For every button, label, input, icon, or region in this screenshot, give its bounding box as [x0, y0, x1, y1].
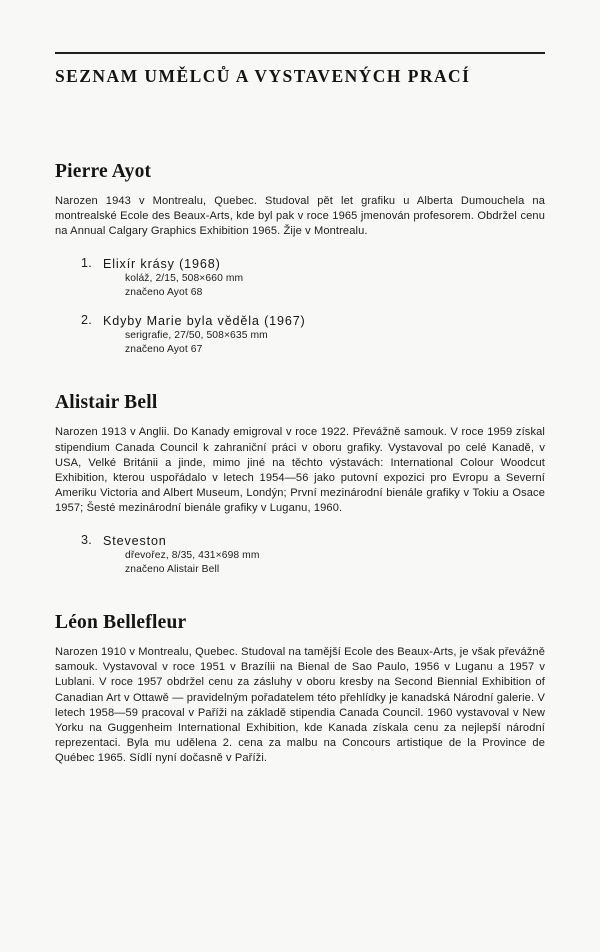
- artwork-technique: dřevořez, 8/35, 431×698 mm: [125, 549, 260, 561]
- artwork-technique: serigrafie, 27/50, 508×635 mm: [125, 330, 268, 342]
- artist-name: Alistair Bell: [55, 392, 158, 414]
- artist-name: Pierre Ayot: [55, 161, 152, 182]
- artwork-title: Elixír krásy (1968): [103, 256, 221, 271]
- artwork-number: 1.: [81, 255, 93, 270]
- artist-biography: Narozen 1910 v Montrealu, Quebec. Studoval na tamější Ecole des Beaux-Arts, je však převážně samouk. Vystavoval v roce 1951 v Brazílii na Bienal de Sao Paulo, 1956 v Luganu a 1957 v Lublani. V roce 1957 obdržel cenu za zásluhy v oboru kresby na Second Biennial Exhibition of Canadian Art v Ottawě — pravidelným pořadatelem této přehlídky je kanadská Národní galerie. V letech 1958—59 pracoval v Paříži na základě stipendia Canada Council. 1960 vystavoval v New Yorku na Guggenheim International Exhibition, kde Kanada získala cenu za nejlepší národní reprezentaci. Byla mu udělena 2. cena za malbu na Concours artistique de la Province de Québec 1965. Sídlí nyní dočasně v Paříži.: [55, 646, 545, 765]
- artwork-list: [55, 533, 545, 577]
- artist-list: [55, 161, 545, 767]
- artist-entry: [55, 612, 545, 767]
- page-title: SEZNAM UMĚLCŮ A VYSTAVENÝCH PRACÍ: [55, 66, 471, 86]
- artwork-title: Kdyby Marie byla věděla (1967): [103, 314, 306, 329]
- artwork-technique: koláž, 2/15, 508×660 mm: [125, 272, 244, 284]
- artwork-number: 2.: [81, 313, 93, 328]
- document-page: [0, 52, 600, 952]
- artwork-title: Steveston: [103, 533, 167, 548]
- artist-biography: Narozen 1943 v Montrealu, Quebec. Studoval pět let grafiku u Alberta Dumouchela na montrealské Ecole des Beaux-Arts, kde byl pak v roce 1965 jmenován profesorem. Obdržel cenu na Annual Calgary Graphics Exhibition 1965. Žije v Montrealu.: [55, 195, 545, 238]
- artwork-details: [103, 272, 545, 300]
- artwork-item: [81, 532, 545, 577]
- artwork-details: [103, 549, 545, 577]
- artist-entry: [55, 392, 545, 577]
- artwork-item: [81, 255, 545, 300]
- artwork-signature: značeno Ayot 67: [125, 344, 203, 356]
- artwork-signature: značeno Ayot 68: [125, 286, 203, 298]
- artwork-item: [81, 313, 545, 357]
- artwork-list: [55, 256, 545, 358]
- artwork-details: [103, 329, 545, 357]
- artist-name: Léon Bellefleur: [55, 612, 187, 634]
- artwork-number: 3.: [81, 532, 93, 547]
- artwork-signature: značeno Alistair Bell: [125, 563, 220, 575]
- artist-entry: [55, 161, 545, 357]
- artist-biography: Narozen 1913 v Anglii. Do Kanady emigroval v roce 1922. Převážně samouk. V roce 1959 získal stipendium Canada Council k zahraniční práci v oboru grafiky. Vystavoval po celé Kanadě, v USA, Velké Británii a jinde, mimo jiné na těchto výstavách: International Colour Woodcut Exhibition, kterou uspořádalo v letech 1954—56 jako putovní expozici pro Evropu a Severní Ameriku Victoria and Albert Museum, Londýn; První mezinárodní bienále grafiky v Tokiu a Osace 1957; Šesté mezinárodní bienále grafiky v Luganu, 1960.: [55, 426, 545, 515]
